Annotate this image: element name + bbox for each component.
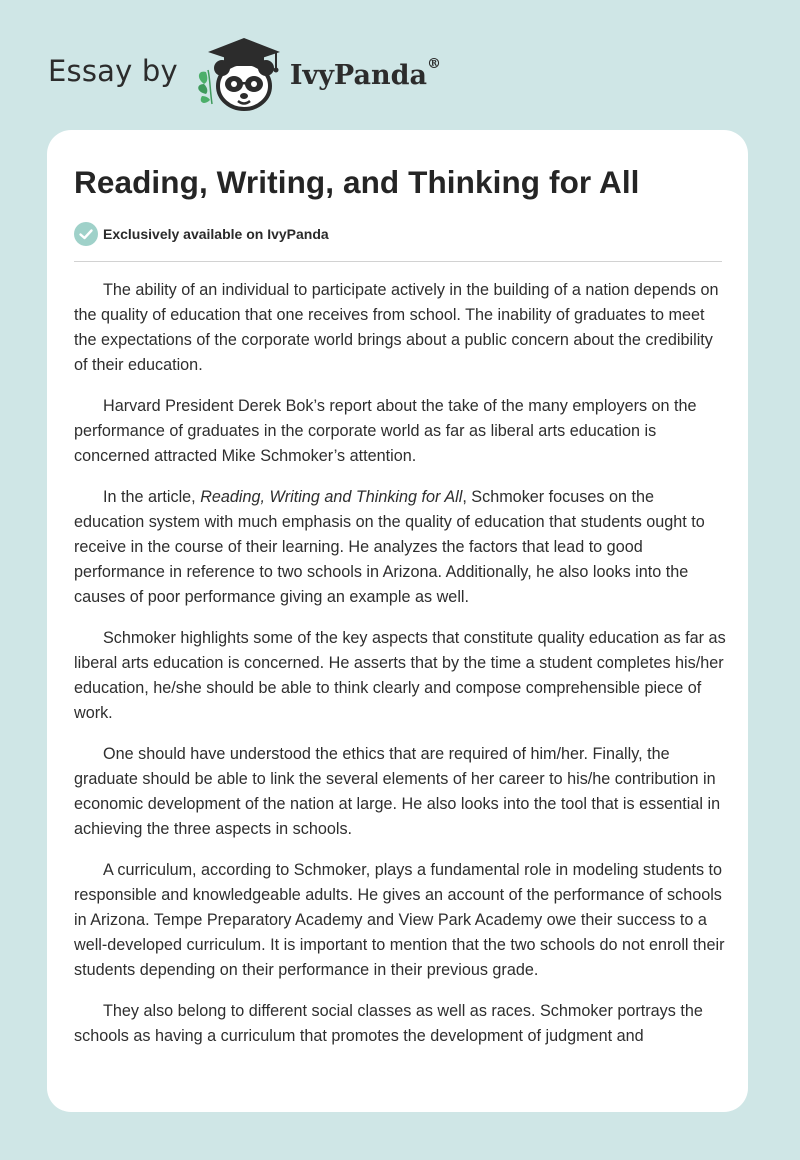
paragraph: They also belong to different social classes as well as races. Schmoker portrays the schools as having a curriculum that promotes the development of judgment and [74,1002,703,1045]
registered-mark: ® [426,55,441,72]
essay-card [47,130,748,1112]
panda-graduate-icon [192,34,284,114]
paragraph [74,485,726,610]
exclusive-badge [74,222,329,246]
brand-name: IvyPanda® [289,55,441,91]
essay-body [74,278,726,1065]
check-circle-icon [74,222,98,246]
paragraph: Schmoker highlights some of the key aspects that constitute quality education as far as liberal arts education is concerned. He asserts that by the time a student completes his/her education, he/she should be able to think clearly and compose comprehensible piece of work. [74,629,726,722]
cited-article-title: Reading, Writing and Thinking for All [200,488,463,506]
essay-by-label: Essay by [48,54,178,88]
exclusive-badge-text: Exclusively available on IvyPanda [103,226,329,242]
paragraph: The ability of an individual to participate actively in the building of a nation depends on the quality of education that one receives from school. The inability of graduates to meet the expectations of the corporate world brings about a public concern about the credibility of their education. [74,281,719,374]
title-divider [74,261,722,262]
paragraph: A curriculum, according to Schmoker, plays a fundamental role in modeling students to responsible and knowledgeable adults. He gives an account of the performance of schools in Arizona. Tempe Preparatory Academy and View Park Academy owe their success to a well-developed curriculum. It is important to mention that the two schools do not enroll their students depending on their performance in their previous grade. [74,861,725,979]
paragraph-lead: In the article, [103,488,201,506]
site-header [48,34,441,114]
paragraph: Harvard President Derek Bok’s report about the take of the many employers on the performance of graduates in the corporate world as far as liberal arts education is concerned attracted Mike Schmoker’s attention. [74,397,697,465]
paragraph-rest: , Schmoker focuses on the education system with much emphasis on the quality of education that students ought to receive in the course of their learning. He analyzes the factors that lead to good performance in reference to two schools in Arizona. Additionally, he also looks into the causes of poor performance giving an example as well. [74,488,705,606]
essay-title: Reading, Writing, and Thinking for All [74,164,640,200]
paragraph: One should have understood the ethics that are required of him/her. Finally, the graduate should be able to link the several elements of her career to his/he contribution in economic development of the nation at large. He also looks into the tool that is essential in achieving the three aspects in schools. [74,745,721,838]
